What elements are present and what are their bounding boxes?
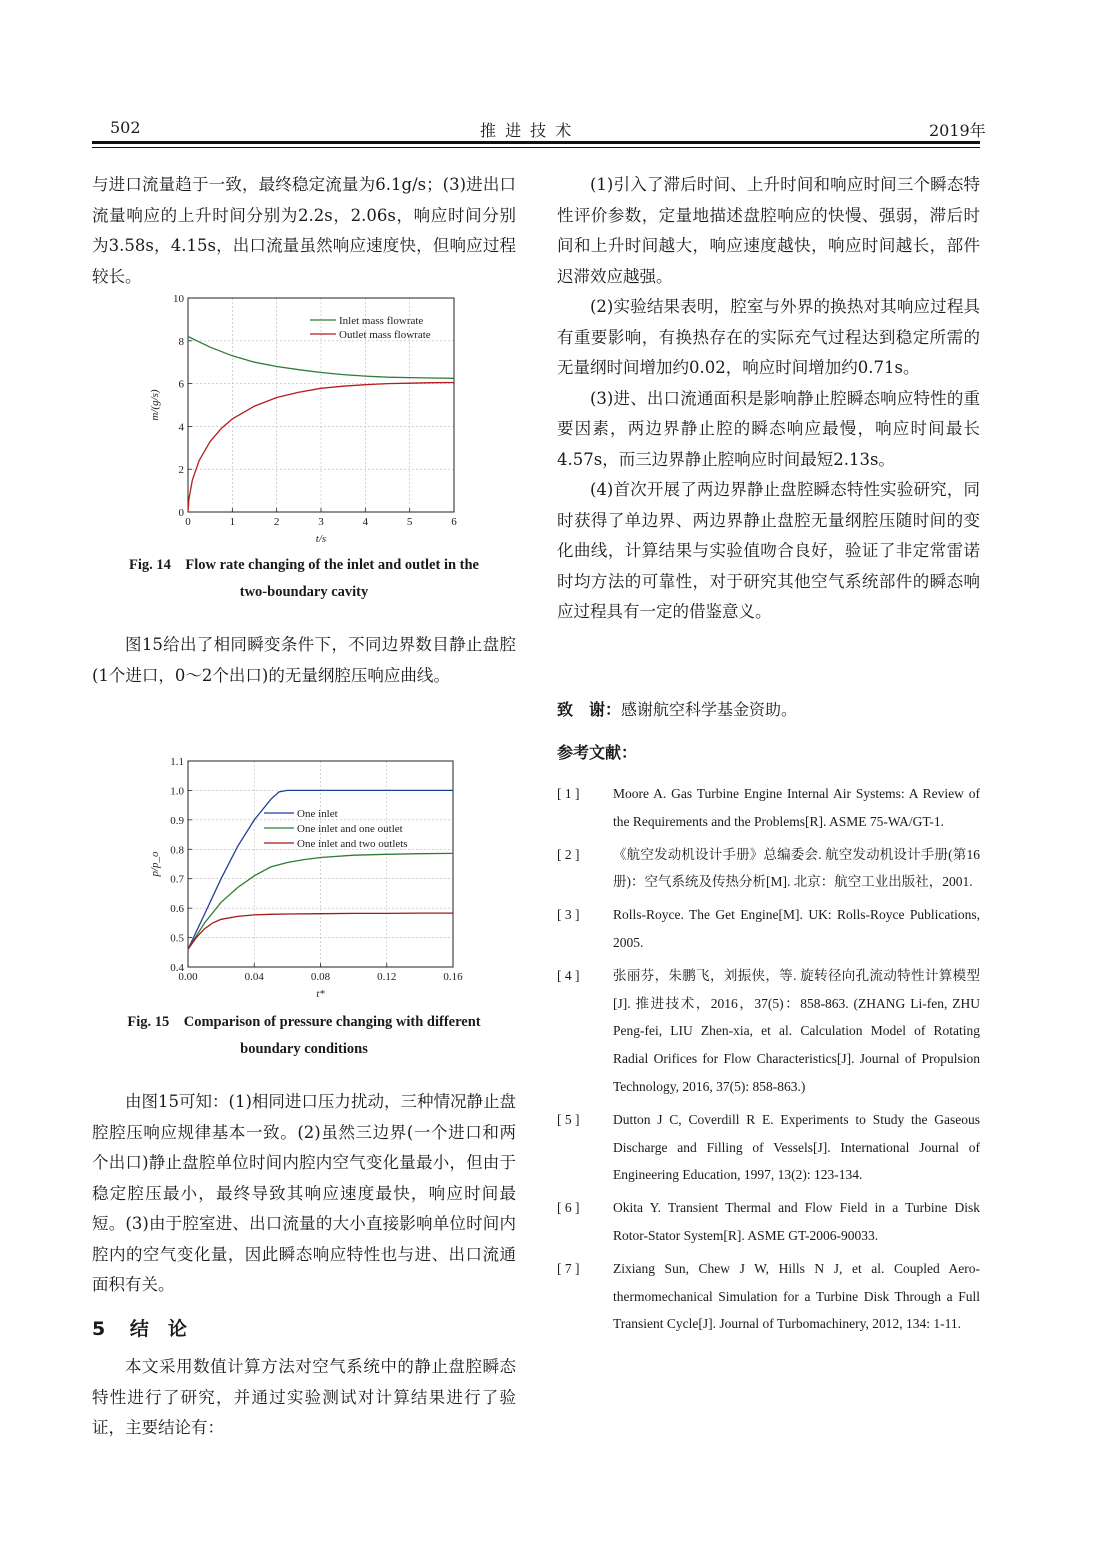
left-para-2: 图15给出了相同瞬变条件下，不同边界数目静止盘腔(1个进口，0～2个出口)的无量纲腔压响应曲线。 — [92, 635, 516, 685]
left-para-4: 本文采用数值计算方法对空气系统中的静止盘腔瞬态特性进行了研究，并通过实验测试对计算结果进行了验证，主要结论有： — [92, 1357, 516, 1437]
acknowledgement: 致 谢：感谢航空科学基金资助。 — [557, 700, 798, 719]
conclusions — [557, 170, 980, 628]
legend-label: Inlet mass flowrate — [339, 315, 424, 327]
x-axis-label: t/s — [315, 533, 327, 545]
x-tick-label: 6 — [451, 516, 457, 528]
reference-item — [557, 780, 980, 836]
y-tick-label: 2 — [178, 464, 184, 477]
reference-item — [557, 962, 980, 1101]
fig15-chart — [128, 752, 478, 1004]
y-tick-label: 8 — [178, 335, 184, 348]
y-tick-label: 0.9 — [170, 814, 184, 827]
reference-text: Zixiang Sun, Chew J W, Hills N J, et al. Coupled Aero-thermomechanical Simulation for a Turbine Disk Through a Full Transient Cycle[J]. Journal of Turbomachinery, 2012, 134: 1-11. — [613, 1260, 980, 1332]
x-tick-label: 0.16 — [443, 971, 463, 983]
reference-item — [557, 901, 980, 957]
y-tick-label: 1.0 — [170, 785, 184, 798]
y-tick-label: 0.6 — [170, 903, 184, 916]
legend-label: One inlet and two outlets — [297, 838, 408, 850]
legend-label: Outlet mass flowrate — [339, 329, 431, 341]
reference-item — [557, 841, 980, 897]
y-tick-label: 4 — [178, 421, 184, 434]
header-rule-thin — [92, 147, 980, 148]
journal-name: 推 进 技 术 — [480, 121, 574, 140]
legend-label: One inlet and one outlet — [297, 823, 403, 835]
page-number: 502 — [110, 118, 141, 137]
y-tick-label: 0.4 — [170, 962, 184, 974]
x-tick-label: 2 — [273, 516, 280, 528]
x-tick-label: 0.12 — [377, 971, 397, 983]
reference-text: 《航空发动机设计手册》总编委会. 航空发动机设计手册(第16册)：空气系统及传热分析[M]. 北京：航空工业出版社，2001. — [613, 846, 980, 890]
left-para-3: 由图15可知：(1)相同进口压力扰动，三种情况静止盘腔腔压响应规律基本一致。(2)虽然三边界(一个进口和两个出口)静止盘腔单位时间内腔内空气变化量最小，但由于稳定腔压最小，最终导致其响应速度最快，响应时间最短。(3)由于腔室进、出口流量的大小直接影响单位时间内腔内的空气变化量，因此瞬态响应特性也与进、出口流通面积有关。 — [92, 1092, 516, 1294]
reference-text: Rolls-Royce. The Get Engine[M]. UK: Rolls-Royce Publications, 2005. — [613, 907, 980, 950]
x-tick-label: 0 — [185, 516, 191, 528]
reference-number: [ 6 ] — [557, 1200, 580, 1216]
y-tick-label: 0.8 — [170, 844, 184, 857]
conclusion-2: (2)实验结果表明，腔室与外界的换热对其响应过程具有重要影响，有换热存在的实际充气过程达到稳定所需的无量纲时间增加约0.02，响应时间增加约0.71s。 — [557, 297, 980, 377]
y-tick-label: 6 — [178, 378, 184, 391]
reference-item — [557, 1255, 980, 1338]
x-tick-label: 0.04 — [244, 971, 264, 983]
reference-item — [557, 1106, 980, 1189]
x-tick-label: 5 — [406, 516, 413, 528]
legend-label: One inlet — [297, 808, 338, 820]
x-tick-label: 1 — [229, 516, 236, 528]
year: 2019年 — [929, 121, 986, 140]
y-tick-label: 1.1 — [170, 756, 184, 768]
reference-number: [ 7 ] — [557, 1260, 580, 1276]
references-title: 参考文献： — [557, 743, 638, 762]
section-number: 5 — [92, 1318, 106, 1340]
fig15-caption: Fig. 15 Comparison of pressure changing with different boundary conditions — [127, 1014, 481, 1057]
header-rule-thick — [92, 141, 980, 144]
x-axis-label: t* — [316, 988, 325, 1000]
reference-number: [ 3 ] — [557, 907, 580, 923]
x-tick-label: 0.00 — [178, 971, 198, 983]
section-heading — [92, 1314, 187, 1341]
reference-number: [ 4 ] — [557, 967, 580, 983]
references-list — [557, 780, 980, 1343]
reference-text: Dutton J C, Coverdill R E. Experiments to Study the Gaseous Discharge and Filling of Vessels[J]. International Journal of Engineering Education, 1997, 13(2): 123-134. — [613, 1111, 980, 1183]
conclusion-1: (1)引入了滞后时间、上升时间和响应时间三个瞬态特性评价参数，定量地描述盘腔响应的快慢、强弱，滞后时间和上升时间越大，响应速度越快，响应时间越长，部件迟滞效应越强。 — [557, 175, 980, 286]
fig14-chart — [130, 290, 470, 552]
y-tick-label: 0 — [178, 507, 184, 519]
conclusion-4: (4)首次开展了两边界静止盘腔瞬态特性实验研究，同时获得了单边界、两边界静止盘腔无量纲腔压随时间的变化曲线，计算结果与实验值吻合良好，验证了非定常雷诺时均方法的可靠性，对于研究其他空气系统部件的瞬态响应过程具有一定的借鉴意义。 — [557, 480, 980, 621]
x-tick-label: 0.08 — [310, 971, 331, 983]
fig14-caption: Fig. 14 Flow rate changing of the inlet and outlet in the two-boundary cavity — [128, 557, 479, 600]
left-para-1: 与进口流量趋于一致，最终稳定流量为6.1g/s；(3)进出口流量响应的上升时间分别为2.2s，2.06s，响应时间分别为3.58s，4.15s，出口流量虽然响应速度快，但响应过程较长。 — [92, 175, 516, 286]
y-axis-label: p/p_o — [149, 851, 161, 877]
reference-text: 张丽芬，朱鹏飞，刘振侠，等. 旋转径向孔流动特性计算模型[J]. 推进技术，2016，37(5)：858-863. (ZHANG Li-fen, ZHU Peng-fei, LIU Zhen-xia, et al. Calculation Model of Rotating Radial Orifices for Flow Characteristics[J]. Journal of Propulsion Technology, 2016, 37(5): 858-863.) — [613, 967, 980, 1094]
reference-number: [ 2 ] — [557, 846, 580, 862]
reference-number: [ 5 ] — [557, 1111, 580, 1127]
x-tick-label: 4 — [362, 516, 369, 528]
reference-item — [557, 1194, 980, 1250]
reference-number: [ 1 ] — [557, 786, 580, 801]
y-axis-label: m/(g/s) — [149, 389, 161, 421]
y-tick-label: 10 — [173, 293, 184, 305]
plot-frame — [188, 761, 453, 967]
reference-text: Moore A. Gas Turbine Engine Internal Air Systems: A Review of the Requirements and the Problems[R]. ASME 75-WA/GT-1. — [613, 786, 980, 829]
section-title: 结 论 — [129, 1318, 187, 1340]
reference-text: Okita Y. Transient Thermal and Flow Field in a Turbine Disk Rotor-Stator System[R]. ASME GT-2006-90033. — [613, 1200, 980, 1243]
y-tick-label: 0.5 — [170, 932, 184, 945]
x-tick-label: 3 — [318, 516, 324, 528]
y-tick-label: 0.7 — [170, 873, 184, 886]
conclusion-3: (3)进、出口流通面积是影响静止腔瞬态响应特性的重要因素，两边界静止腔的瞬态响应最慢，响应时间最长4.57s，而三边界静止腔响应时间最短2.13s。 — [557, 388, 980, 469]
